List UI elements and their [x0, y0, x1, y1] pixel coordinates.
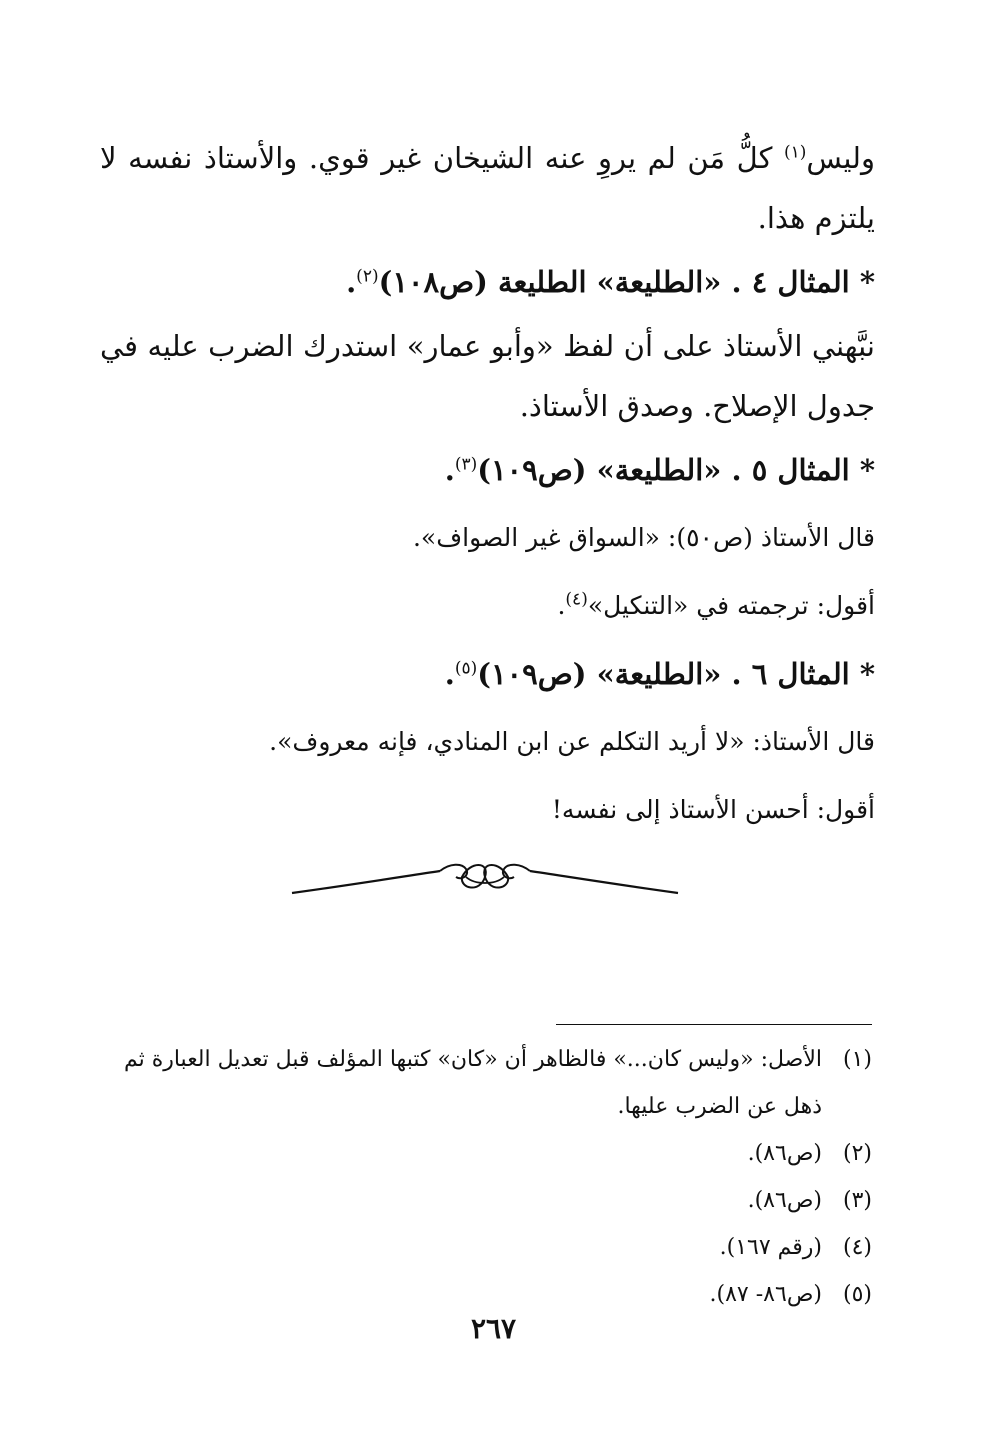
heading-period: .: [444, 657, 455, 691]
footnote-1: [97, 1036, 872, 1130]
paragraph-reply-1: [100, 572, 875, 640]
paragraph-ustadh-quote-2: قال الأستاذ: «لا أريد التكلم عن ابن المنادي، فإنه معروف».: [269, 727, 875, 756]
example-heading-4-label: المثال ٤ . «الطليعة» الطليعة (ص١٠٨): [378, 265, 850, 299]
footnote-4: [97, 1224, 872, 1271]
footnote-text: الأصل: «وليس كان...» فالظاهر أن «كان» كتبها المؤلف قبل تعديل العبارة ثم ذهل عن الضرب عليها.: [123, 1047, 822, 1119]
footnote-ref-5: (٥): [454, 658, 478, 679]
footnote-2: [97, 1130, 872, 1177]
footnote-text: (ص٨٦).: [747, 1141, 822, 1166]
section-divider-ornament-icon: [290, 855, 680, 905]
heading-period: .: [444, 453, 455, 487]
footnote-text: (رقم ١٦٧).: [719, 1235, 822, 1260]
footnote-number: (١): [842, 1047, 872, 1072]
example-heading-6-label: المثال ٦ . «الطليعة» (ص١٠٩): [477, 657, 850, 691]
footnote-5: [97, 1271, 872, 1318]
paragraph-reply-1-text: أقول: ترجمته في «التنكيل»: [587, 591, 875, 620]
footnote-ref-2: (٢): [356, 266, 379, 287]
example-heading-4: [100, 248, 875, 316]
main-text-block: [100, 128, 875, 844]
footnote-number: (٥): [842, 1282, 872, 1307]
heading-period: .: [346, 265, 357, 299]
example-heading-5-label: المثال ٥ . «الطليعة» (ص١٠٩): [477, 453, 850, 487]
footnote-text: (ص٨٦).: [747, 1188, 822, 1213]
page-number: ٢٦٧: [470, 1312, 517, 1345]
asterisk-icon: *: [859, 657, 875, 691]
paragraph-ustadh-quote-1: قال الأستاذ (ص٥٠): «السواق غير الصواف».: [412, 523, 875, 552]
footnote-ref-1: (١): [784, 142, 807, 163]
paragraph-correction: نبَّهني الأستاذ على أن لفظ «وأبو عمار» استدرك الضرب عليه في جدول الإصلاح. وصدق الأستاذ.: [100, 329, 875, 423]
footnotes-block: [97, 1036, 872, 1318]
footnote-3: [97, 1177, 872, 1224]
footnote-separator: [556, 1024, 872, 1025]
asterisk-icon: *: [859, 265, 875, 299]
footnote-number: (٢): [842, 1141, 872, 1166]
paragraph-intro-prefix: وليس: [806, 141, 875, 175]
reply-period: .: [557, 591, 566, 620]
paragraph-intro-text: كلُّ مَن لم يروِ عنه الشيخان غير قوي. والأستاذ نفسه لا يلتزم هذا.: [100, 141, 875, 235]
footnote-number: (٣): [842, 1188, 872, 1213]
asterisk-icon: *: [859, 453, 875, 487]
footnote-number: (٤): [842, 1235, 872, 1260]
example-heading-5: [100, 436, 875, 504]
paragraph-intro: [100, 128, 875, 248]
paragraph-reply-2: أقول: أحسن الأستاذ إلى نفسه!: [551, 795, 875, 824]
example-heading-6: [100, 640, 875, 708]
footnote-ref-3: (٣): [454, 454, 478, 475]
footnote-text: (ص٨٦- ٨٧).: [709, 1282, 822, 1307]
footnote-ref-4: (٤): [565, 589, 588, 610]
